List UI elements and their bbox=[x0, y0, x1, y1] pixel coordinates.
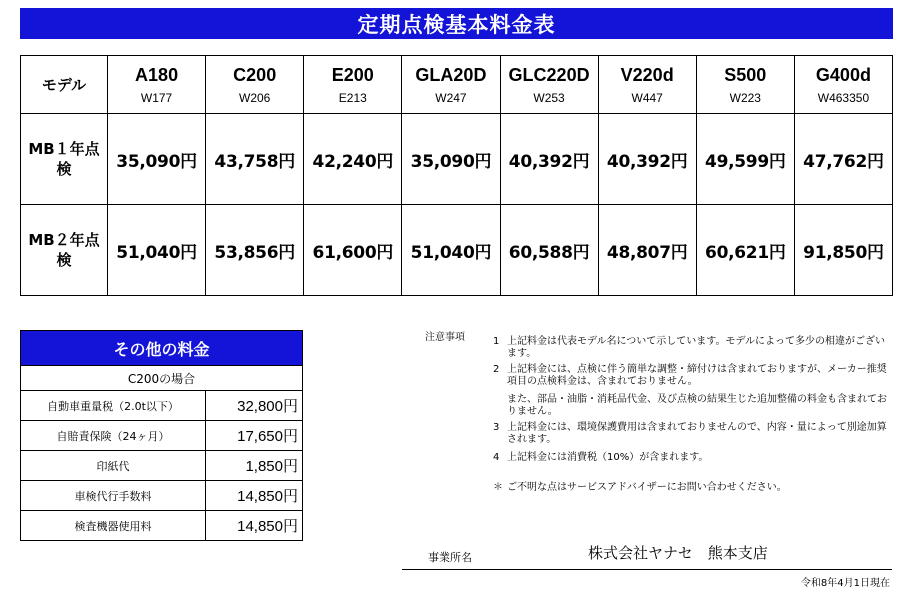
fee-value: 32,800円 bbox=[206, 391, 303, 421]
note-footnote bbox=[493, 482, 893, 494]
price-cell: 60,621円 bbox=[696, 205, 794, 296]
note-number: 1 bbox=[493, 336, 500, 347]
model-code: W223 bbox=[729, 90, 761, 105]
fee-name: 印紙代 bbox=[21, 451, 206, 481]
price-cell: 53,856円 bbox=[206, 205, 304, 296]
model-code: W177 bbox=[140, 90, 173, 105]
price-cell: 51,040円 bbox=[402, 205, 500, 296]
office-label: 事業所名 bbox=[428, 551, 472, 564]
model-name: S500 bbox=[724, 64, 767, 85]
model-code: W463350 bbox=[817, 90, 870, 105]
model-name: GLA20D bbox=[415, 64, 487, 85]
price-cell: 47,762円 bbox=[794, 114, 892, 205]
model-header-cell bbox=[794, 56, 892, 114]
model-code: W447 bbox=[631, 90, 663, 105]
price-table bbox=[20, 55, 893, 296]
table-row bbox=[21, 511, 303, 541]
price-cell: 42,240円 bbox=[304, 114, 402, 205]
note-text: 上記料金には、点検に伴う簡単な調整・締付けは含まれておりますが、メーカー推奨項目の点検料金は、含まれておりません。 bbox=[507, 364, 887, 387]
fee-name: 自賠責保険（24ヶ月） bbox=[21, 421, 206, 451]
other-fees-table bbox=[20, 330, 303, 541]
model-code: W206 bbox=[239, 90, 271, 105]
model-header-cell bbox=[696, 56, 794, 114]
price-cell: 61,600円 bbox=[304, 205, 402, 296]
fee-name: 検査機器使用料 bbox=[21, 511, 206, 541]
fee-name: 車検代行手数料 bbox=[21, 481, 206, 511]
asterisk-icon: ＊ bbox=[493, 482, 503, 493]
price-cell: 35,090円 bbox=[108, 114, 206, 205]
table-row bbox=[21, 421, 303, 451]
model-header-cell bbox=[598, 56, 696, 114]
price-cell: 48,807円 bbox=[598, 205, 696, 296]
model-header-cell bbox=[500, 56, 598, 114]
note-text: 上記料金は代表モデル名について示しています。モデルによって多少の相違がございます。 bbox=[507, 336, 885, 359]
price-cell: 49,599円 bbox=[696, 114, 794, 205]
note-item bbox=[493, 336, 893, 360]
model-header-cell bbox=[304, 56, 402, 114]
row-label: MB１年点 検 bbox=[21, 114, 108, 205]
note-number: 3 bbox=[493, 422, 500, 433]
table-row bbox=[21, 451, 303, 481]
notes-label: 注意事項 bbox=[425, 332, 465, 343]
model-name: GLC220D bbox=[508, 64, 590, 85]
fee-name: 自動車重量税（2.0t以下） bbox=[21, 391, 206, 421]
model-code: W247 bbox=[435, 90, 467, 105]
model-code: E213 bbox=[338, 90, 367, 105]
model-code: W253 bbox=[533, 90, 565, 105]
note-item bbox=[493, 364, 893, 418]
price-cell: 60,588円 bbox=[500, 205, 598, 296]
model-name: G400d bbox=[815, 64, 871, 85]
model-name: A180 bbox=[135, 64, 179, 85]
office-name: 株式会社ヤナセ 熊本支店 bbox=[588, 544, 768, 562]
table-row bbox=[21, 481, 303, 511]
note-text: また、部品・油脂・消耗品代金、及び点検の結果生じた追加整備の料金も含まれておりません。 bbox=[507, 394, 887, 417]
fee-value: 17,650円 bbox=[206, 421, 303, 451]
model-name: C200 bbox=[233, 64, 277, 85]
divider bbox=[402, 569, 892, 570]
fee-value: 1,850円 bbox=[206, 451, 303, 481]
price-cell: 35,090円 bbox=[402, 114, 500, 205]
model-name: E200 bbox=[331, 64, 374, 85]
page-title: 定期点検基本料金表 bbox=[20, 8, 893, 39]
other-fees-subtitle: C200の場合 bbox=[21, 366, 303, 391]
note-number: 2 bbox=[493, 364, 500, 375]
price-cell: 40,392円 bbox=[500, 114, 598, 205]
note-text: ご不明な点はサービスアドバイザーにお問い合わせください。 bbox=[507, 482, 787, 493]
fee-value: 14,850円 bbox=[206, 481, 303, 511]
model-header-cell bbox=[206, 56, 304, 114]
note-text: 上記料金には、環境保護費用は含まれておりませんので、内容・量によって別途加算されます。 bbox=[507, 422, 887, 445]
model-corner-label: モデル bbox=[21, 56, 108, 114]
row-label: MB２年点 検 bbox=[21, 205, 108, 296]
price-cell: 91,850円 bbox=[794, 205, 892, 296]
model-header-cell bbox=[108, 56, 206, 114]
model-header-row bbox=[21, 56, 893, 114]
other-fees-title: その他の料金 bbox=[21, 331, 303, 366]
price-cell: 51,040円 bbox=[108, 205, 206, 296]
note-item bbox=[493, 422, 893, 446]
fee-value: 14,850円 bbox=[206, 511, 303, 541]
model-name: V220d bbox=[620, 64, 674, 85]
price-cell: 43,758円 bbox=[206, 114, 304, 205]
note-number: 4 bbox=[493, 452, 500, 463]
note-text: 上記料金には消費税（10%）が含まれます。 bbox=[507, 452, 709, 463]
table-row bbox=[21, 114, 893, 205]
as-of-date: 令和8年4月1日現在 bbox=[800, 578, 890, 589]
note-item bbox=[493, 452, 893, 464]
table-row bbox=[21, 391, 303, 421]
model-header-cell bbox=[402, 56, 500, 114]
table-row bbox=[21, 205, 893, 296]
price-cell: 40,392円 bbox=[598, 114, 696, 205]
